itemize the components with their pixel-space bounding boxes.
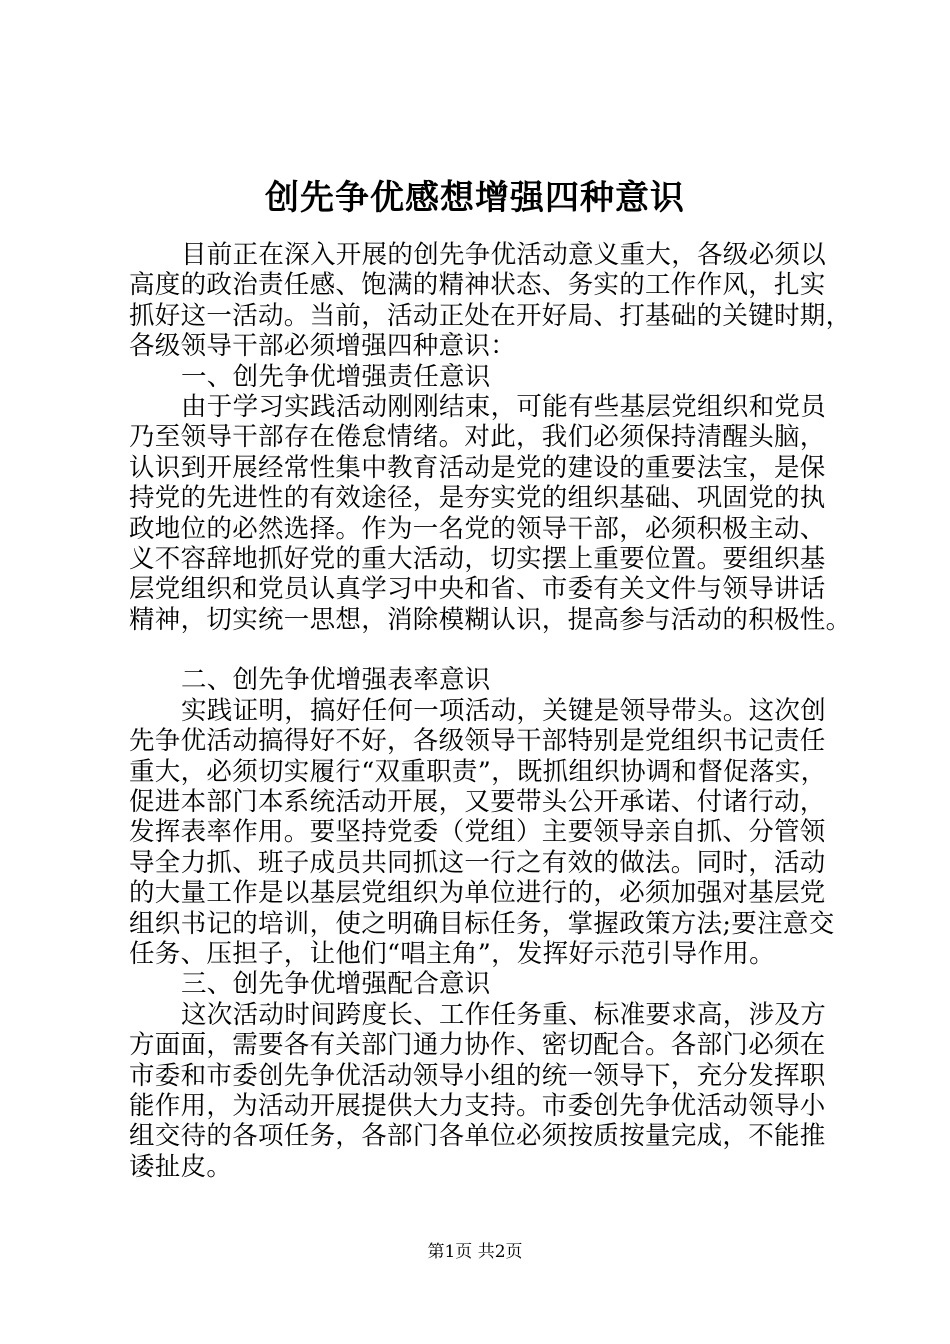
paragraph-line: 目前正在深入开展的创先争优活动意义重大，各级必须以 (181, 240, 827, 270)
paragraph-line: 发挥表率作用。要坚持党委（党组）主要领导亲自抓、分管领 (129, 817, 826, 848)
paragraph-line: 实践证明，搞好任何一项活动，关键是领导带头。这次创 (181, 695, 827, 726)
paragraph-line: 乃至领导干部存在倦怠情绪。对此，我们必须保持清醒头脑， (129, 422, 826, 453)
paragraph-line: 义不容辞地抓好党的重大活动，切实摆上重要位置。要组织基 (129, 543, 826, 574)
document-body (129, 240, 852, 1182)
paragraph-line: 先争优活动搞得好不好，各级领导干部特别是党组织书记责任 (129, 726, 826, 757)
paragraph-line: 高度的政治责任感、饱满的精神状态、务实的工作作风，扎实 (129, 270, 826, 301)
paragraph-line: 组交待的各项任务，各部门各单位必须按质按量完成，不能推 (129, 1121, 826, 1152)
paragraph-line: 促进本部门本系统活动开展，又要带头公开承诺、付诸行动， (129, 787, 826, 818)
document-title: 创先争优感想增强四种意识 (265, 178, 685, 218)
paragraph-line: 层党组织和党员认真学习中央和省、市委有关文件与领导讲话 (129, 574, 826, 605)
paragraph-line: 这次活动时间跨度长、工作任务重、标准要求高，涉及方 (181, 999, 827, 1030)
paragraph-line: 精神，切实统一思想，消除模糊认识，提高参与活动的积极性。 (129, 604, 852, 635)
paragraph-line: 由于学习实践活动刚刚结束，可能有些基层党组织和党员 (181, 391, 827, 422)
paragraph-line: 能作用，为活动开展提供大力支持。市委创先争优活动领导小 (129, 1090, 826, 1121)
section-heading: 二、创先争优增强表率意识 (181, 665, 491, 696)
paragraph-line: 诿扯皮。 (129, 1151, 233, 1182)
paragraph-line: 认识到开展经常性集中教育活动是党的建设的重要法宝，是保 (129, 452, 826, 483)
paragraph-line: 的大量工作是以基层党组织为单位进行的，必须加强对基层党 (129, 878, 826, 909)
paragraph-line: 政地位的必然选择。作为一名党的领导干部，必须积极主动、 (129, 513, 826, 544)
page-footer: 第1页 共2页 (427, 1242, 523, 1262)
blank-line (129, 635, 849, 665)
paragraph-line: 重大，必须切实履行“双重职责”，既抓组织协调和督促落实， (129, 756, 827, 787)
paragraph-line: 各级领导干部必须增强四种意识： (129, 331, 517, 362)
paragraph-line: 持党的先进性的有效途径，是夯实党的组织基础、巩固党的执 (129, 483, 826, 514)
paragraph-line: 市委和市委创先争优活动领导小组的统一领导下，充分发挥职 (129, 1060, 826, 1091)
section-heading: 一、创先争优增强责任意识 (181, 361, 491, 392)
paragraph-line: 抓好这一活动。当前，活动正处在开好局、打基础的关键时期， (129, 300, 852, 331)
section-heading: 三、创先争优增强配合意识 (181, 969, 491, 1000)
paragraph-line: 方面面，需要各有关部门通力协作、密切配合。各部门必须在 (129, 1030, 826, 1061)
paragraph-line: 导全力抓、班子成员共同抓这一行之有效的做法。同时，活动 (129, 847, 826, 878)
paragraph-line: 任务、压担子，让他们“唱主角”，发挥好示范引导作用。 (129, 938, 775, 969)
paragraph-line: 组织书记的培训，使之明确目标任务，掌握政策方法;要注意交 (129, 908, 835, 939)
